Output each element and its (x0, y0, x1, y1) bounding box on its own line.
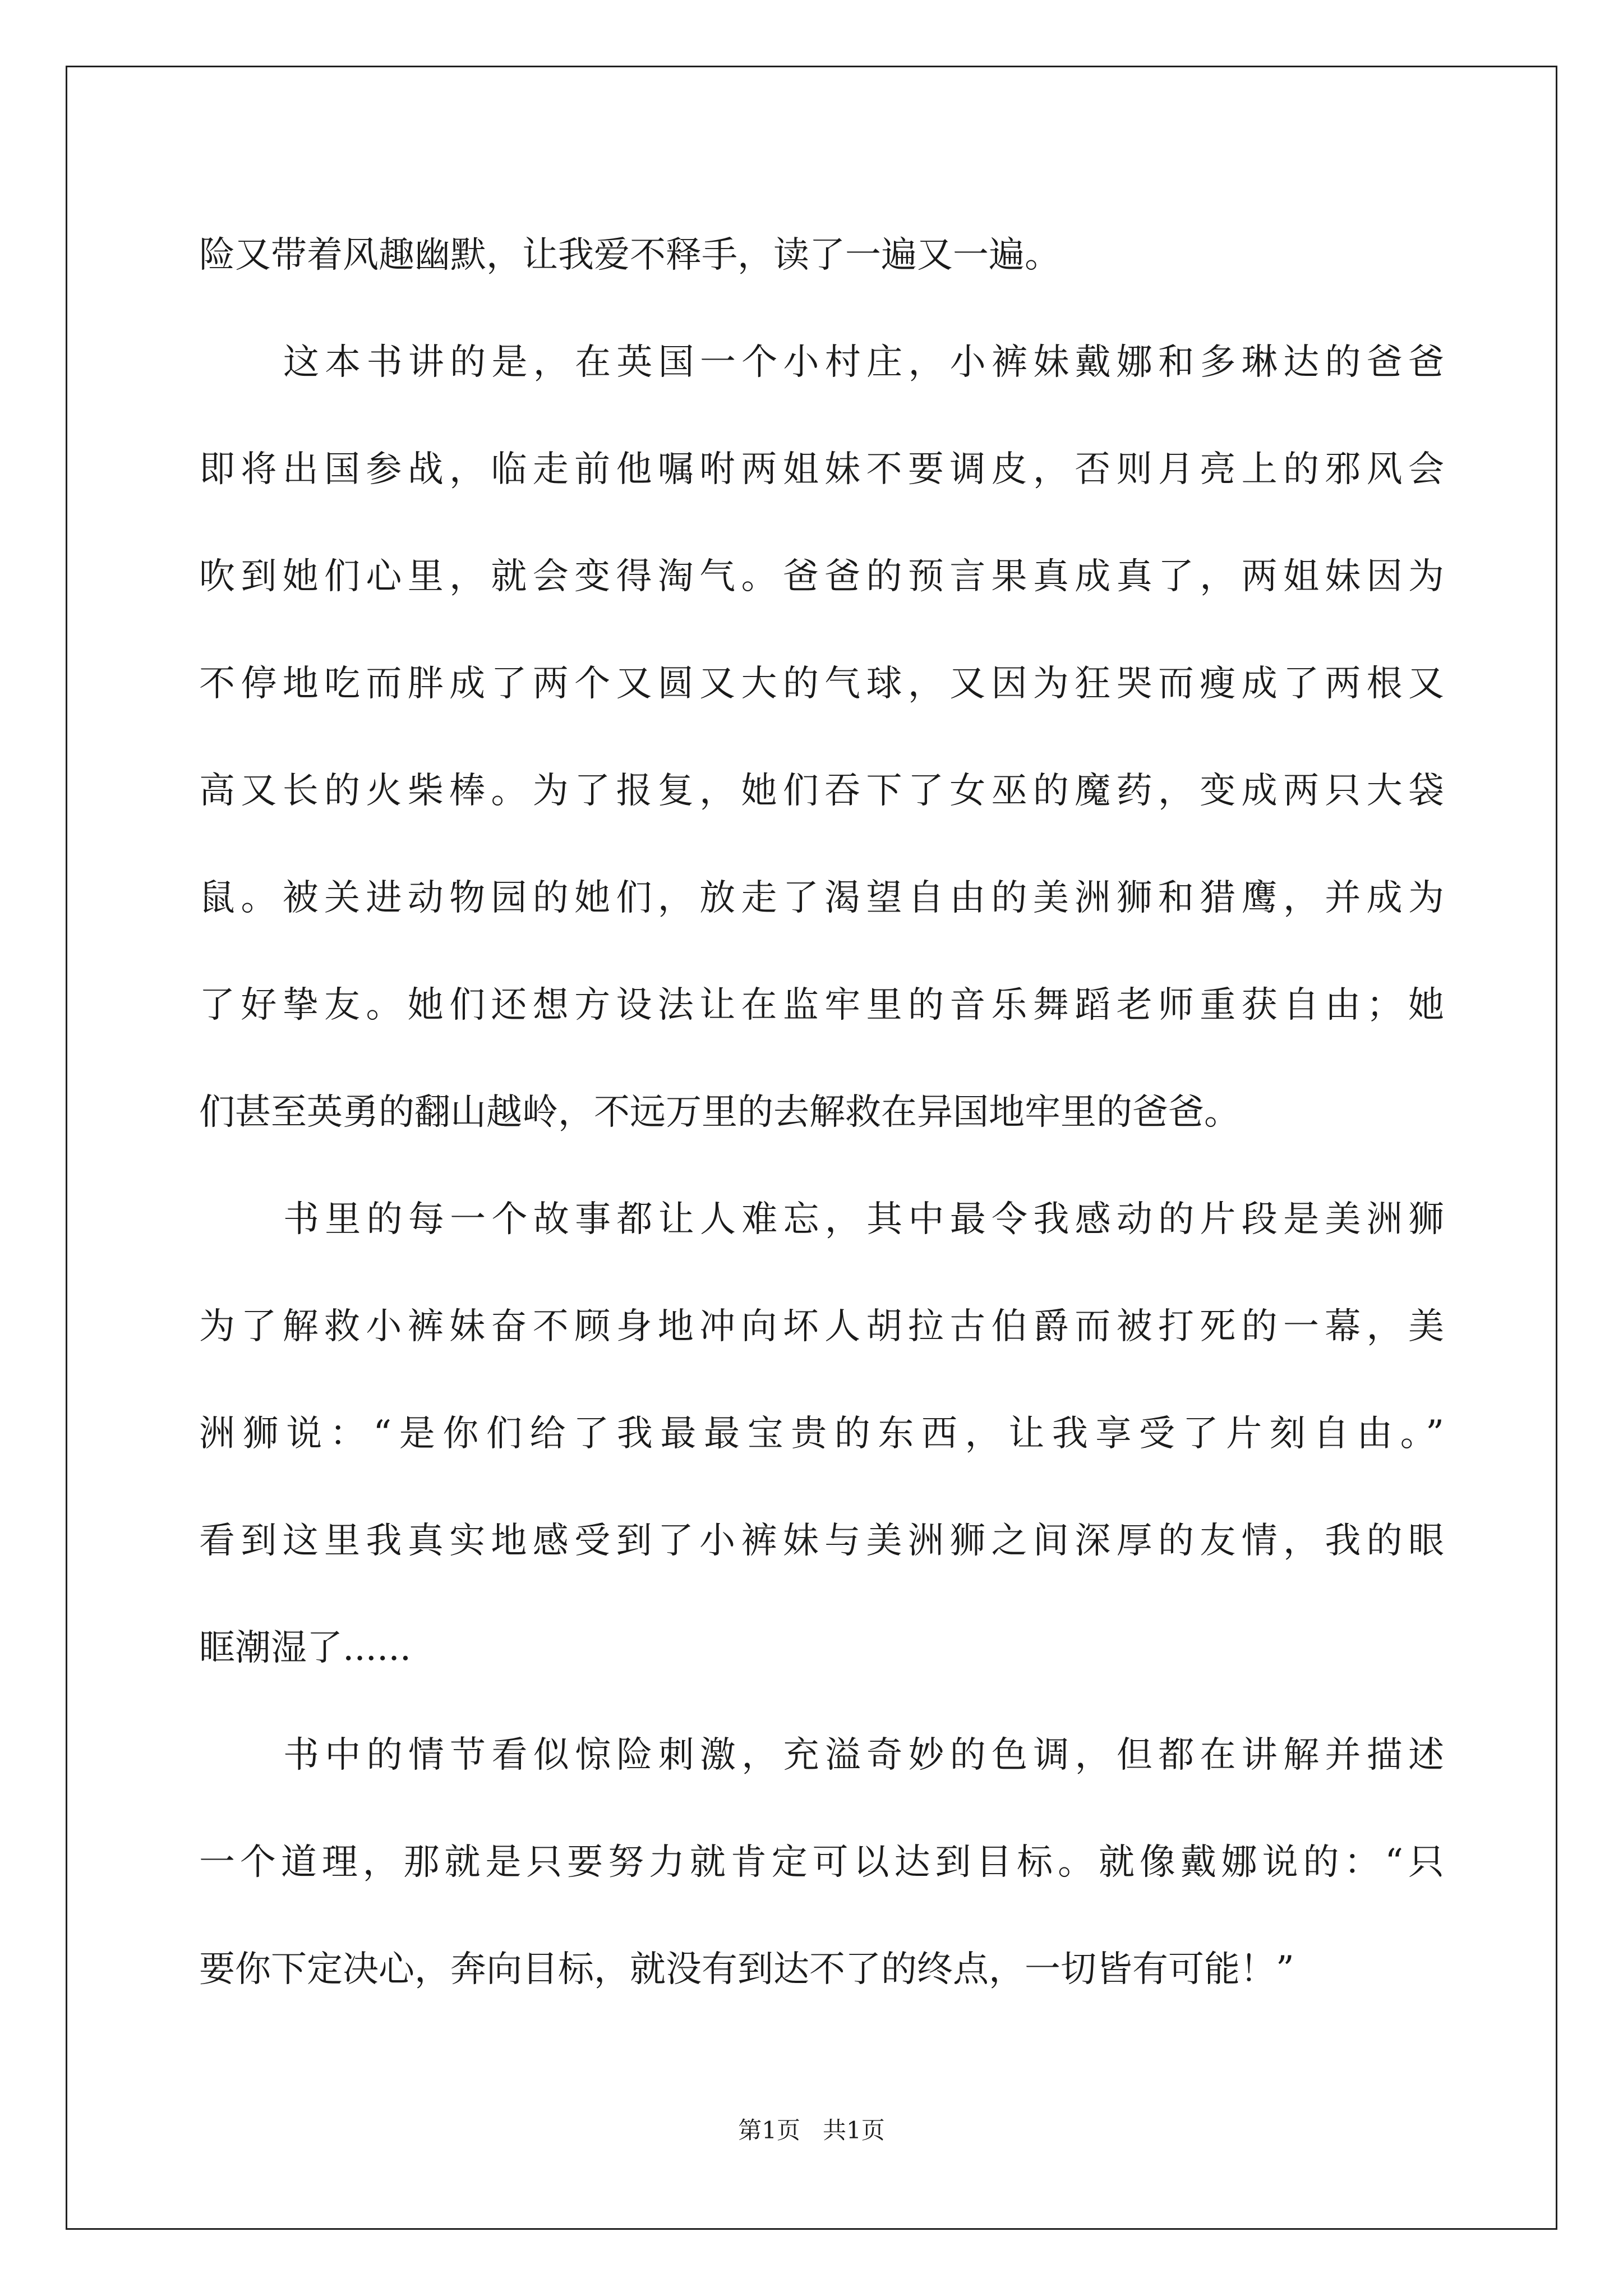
text-line: 不停地吃而胖成了两个又圆又大的气球，又因为狂哭而瘦成了两根又 (199, 663, 1444, 705)
text-line: 为了解救小裤妹奋不顾身地冲向坏人胡拉古伯爵而被打死的一幕，美 (199, 1306, 1444, 1347)
text-line: 了好挚友。她们还想方设法让在监牢里的音乐舞蹈老师重获自由；她 (199, 984, 1444, 1026)
text-line: 看到这里我真实地感受到了小裤妹与美洲狮之间深厚的友情，我的眼 (199, 1520, 1444, 1562)
text-line: 书中的情节看似惊险刺激，充溢奇妙的色调，但都在讲解并描述 (283, 1734, 1444, 1776)
text-line: 要你下定决心，奔向目标，就没有到达不了的终点，一切皆有可能！” (199, 1949, 1294, 1990)
text-line: 眶潮湿了...... (199, 1627, 412, 1669)
text-line: 险又带着风趣幽默，让我爱不释手，读了一遍又一遍。 (199, 234, 1061, 276)
text-line: 高又长的火柴棒。为了报复，她们吞下了女巫的魔药，变成两只大袋 (199, 770, 1444, 812)
text-line: 一个道理，那就是只要努力就肯定可以达到目标。就像戴娜说的：“只 (199, 1842, 1444, 1883)
document-body (199, 202, 1444, 2023)
text-line: 鼠。被关进动物园的她们，放走了渴望自由的美洲狮和猎鹰，并成为 (199, 877, 1444, 919)
page-footer: 第1页 共1页 (738, 2116, 885, 2144)
text-line: 洲狮说：“是你们给了我最最宝贵的东西，让我享受了片刻自由。” (199, 1413, 1444, 1455)
text-line: 这本书讲的是，在英国一个小村庄，小裤妹戴娜和多琳达的爸爸 (283, 342, 1444, 383)
text-line: 书里的每一个故事都让人难忘，其中最令我感动的片段是美洲狮 (283, 1199, 1444, 1240)
text-line: 即将出国参战，临走前他嘱咐两姐妹不要调皮，否则月亮上的邪风会 (199, 449, 1444, 490)
text-line: 们甚至英勇的翻山越岭，不远万里的去解救在异国地牢里的爸爸。 (199, 1092, 1240, 1133)
text-line: 吹到她们心里，就会变得淘气。爸爸的预言果真成真了，两姐妹因为 (199, 556, 1444, 597)
